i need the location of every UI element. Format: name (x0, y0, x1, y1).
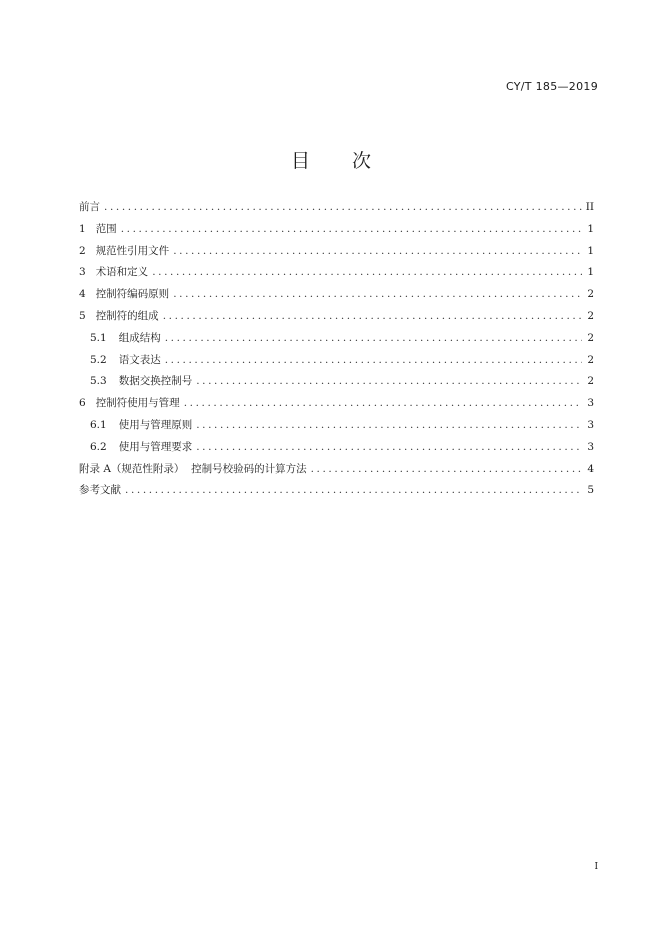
toc-leader-dots (184, 397, 582, 409)
toc-entry-structure[interactable] (79, 330, 594, 352)
toc-entry-number: 6.1 (90, 418, 107, 431)
toc-entry-usage-requirements[interactable] (79, 439, 594, 461)
toc-entry-page: 2 (587, 288, 594, 301)
toc-leader-dots (173, 245, 582, 257)
toc-entry-annex-a[interactable] (79, 461, 594, 483)
toc-entry-number: 5.2 (90, 353, 107, 366)
toc-entry-encoding-principles[interactable] (79, 286, 594, 308)
toc-entry-number: 5.3 (90, 375, 107, 388)
toc-entry-label: 组成结构 (118, 331, 161, 344)
toc-leader-dots (311, 463, 582, 475)
toc-entry-composition[interactable] (79, 308, 594, 330)
toc-entry-label: 控制符编码原则 (95, 288, 170, 301)
toc-entry-label: 数据交换控制号 (118, 375, 193, 388)
toc-entry-page: 2 (587, 309, 594, 322)
toc-entry-expression[interactable] (79, 352, 594, 374)
toc-entry-label: 使用与管理原则 (118, 418, 193, 431)
toc-entry-page: 3 (587, 418, 594, 431)
toc-entry-page: 1 (587, 244, 594, 257)
table-of-contents (79, 199, 594, 504)
toc-entry-usage-management[interactable] (79, 395, 594, 417)
toc-entry-page: 3 (587, 397, 594, 410)
toc-entry-number: 4 (79, 288, 86, 301)
toc-entry-page: II (585, 201, 594, 213)
toc-entry-number: 6 (79, 397, 86, 410)
toc-entry-page: 2 (587, 375, 594, 388)
toc-entry-page: 3 (587, 440, 594, 453)
toc-entry-label: 控制符的组成 (95, 309, 159, 322)
toc-entry-page: 2 (587, 353, 594, 366)
page-folio: I (594, 862, 598, 872)
toc-entry-page: 1 (587, 222, 594, 235)
toc-leader-dots (104, 201, 582, 213)
toc-entry-label: 范围 (95, 222, 117, 235)
toc-entry-exchange-control-number[interactable] (79, 373, 594, 395)
toc-entry-number: 5.1 (90, 331, 107, 344)
toc-entry-bibliography[interactable] (79, 482, 594, 504)
toc-entry-foreword[interactable] (79, 199, 594, 221)
toc-leader-dots (196, 375, 582, 387)
page-title: 目 次 (290, 150, 390, 172)
toc-entry-page: 1 (587, 266, 594, 279)
toc-entry-page: 2 (587, 331, 594, 344)
toc-leader-dots (152, 266, 582, 278)
toc-entry-number: 5 (79, 309, 86, 322)
toc-entry-number: 3 (79, 266, 86, 279)
toc-entry-label: 附录 A（规范性附录） 控制号校验码的计算方法 (79, 462, 307, 475)
toc-entry-label: 语文表达 (118, 353, 161, 366)
toc-entry-usage-principles[interactable] (79, 417, 594, 439)
toc-leader-dots (163, 310, 582, 322)
toc-leader-dots (196, 419, 582, 431)
toc-leader-dots (165, 354, 582, 366)
toc-entry-label: 参考文献 (79, 484, 121, 497)
toc-leader-dots (173, 288, 582, 300)
toc-entry-scope[interactable] (79, 221, 594, 243)
toc-entry-normative-references[interactable] (79, 243, 594, 265)
toc-entry-number: 2 (79, 244, 86, 257)
toc-leader-dots (125, 484, 582, 496)
toc-entry-number: 1 (79, 222, 86, 235)
toc-leader-dots (121, 223, 582, 235)
toc-entry-label: 术语和定义 (95, 266, 149, 279)
toc-leader-dots (196, 441, 582, 453)
toc-entry-terms[interactable] (79, 264, 594, 286)
toc-entry-page: 4 (587, 462, 594, 475)
toc-entry-label: 前言 (79, 201, 100, 213)
toc-leader-dots (165, 332, 582, 344)
toc-entry-label: 使用与管理要求 (118, 440, 193, 453)
doc-code: CY/T 185—2019 (505, 80, 598, 93)
toc-entry-page: 5 (587, 484, 594, 497)
toc-entry-number: 6.2 (90, 440, 107, 453)
toc-entry-label: 控制符使用与管理 (95, 397, 180, 410)
toc-entry-label: 规范性引用文件 (95, 244, 170, 257)
